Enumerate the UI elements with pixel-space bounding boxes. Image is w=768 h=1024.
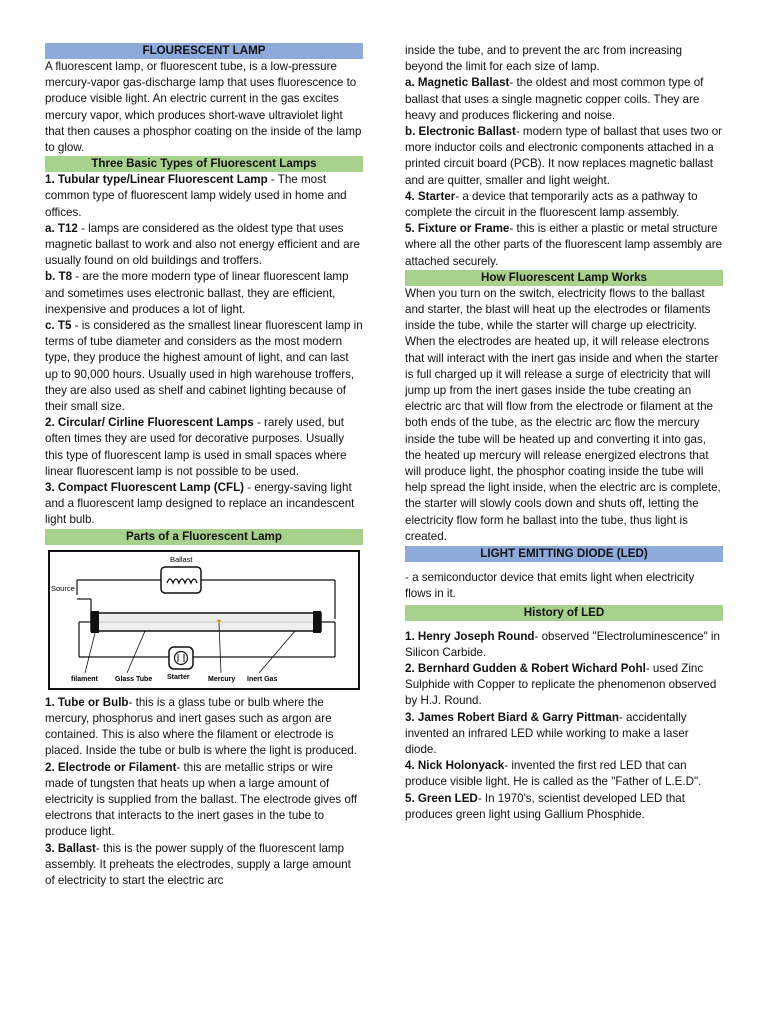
part-ballast [45,841,363,890]
type-t12-title: a. T12 [45,221,78,235]
heading-fluorescent-lamp: FLOURESCENT LAMP [45,43,363,59]
type-t8-text: - are the more modern type of linear fluorescent lamp and sometimes uses electronic ballast, they are efficient, inexpensive and produces a lot of light. [45,270,349,316]
type-t8-title: b. T8 [45,270,73,284]
history-item-5-text: - In 1970's, scientist developed LED that produces green light using Gallium Phosphide. [405,791,685,821]
part-starter-title: 4. Starter [405,189,456,203]
part-fixture [405,221,723,270]
part-starter-text: - a device that temporarily acts as a pathway to complete the circuit in the fluorescent lamp assembly. [405,189,698,220]
heading-three-types: Three Basic Types of Fluorescent Lamps [45,156,363,172]
history-item-1-text: - observed "Electroluminescence" in Silicon Carbide. [405,629,720,659]
heading-led: LIGHT EMITTING DIODE (LED) [405,546,723,562]
label-inert-gas: Inert Gas [247,675,278,683]
label-glass-tube: Glass Tube [115,675,153,683]
part-ballast-text: - this is the power supply of the fluorescent lamp assembly. It preheats the electrodes, supply a large amount of electricity to start the electric arc [45,841,351,887]
left-column [45,43,363,889]
history-item-4 [405,758,723,790]
type-t5-text: - is considered as the smallest linear fluorescent lamp in terms of tube diameter and considers as the most modern type, they produce the highest amount of light, and can last up to 90,000 hours. Usually used in high warehouse troffers, they are also used as shelf and cabinet lighting because of their small size. [45,319,363,414]
fluorescent-lamp-diagram [45,547,363,695]
history-item-3-text: - accidentally invented an infrared LED while working to make a laser diode. [405,710,689,756]
history-item-2-text: - used Zinc Sulphide with Copper to replicate the phenomenon observed by H.J. Round. [405,661,717,708]
type-cfl [45,480,363,529]
heading-how-works: How Fluorescent Lamp Works [405,270,723,286]
type-t12-text: - lamps are considered as the oldest type that uses magnetic ballast to work and also not energy efficient and are usually found on old buildings and troffers. [45,221,360,268]
led-definition: - a semiconductor device that emits light when electricity flows in it. [405,571,695,601]
type-circular [45,415,363,480]
type-t5-title: c. T5 [45,319,72,333]
label-filament: filament [71,675,98,683]
type-tubular-title: 1. Tubular type/Linear Fluorescent Lamp [45,173,268,187]
electronic-ballast [405,124,723,189]
part-tube-text: - this is a glass tube or bulb where the mercury, phosphorus and inert gases such as argon are contained. This is also where the filament or electrode is placed. Inside the tube or bulb is where the light is produced. [45,695,357,758]
part-electrode [45,760,363,841]
type-circular-text: - rarely used, but often times they are used for decorative purposes. Usually this type of fluorescent lamp is used in small spaces where linear fluorescent lamp is not possible to be used. [45,416,347,478]
history-item-1-title: 1. Henry Joseph Round [405,629,535,643]
history-item-5 [405,791,723,823]
part-ballast-title: 3. Ballast [45,841,96,855]
type-cfl-text: - energy-saving light and a fluorescent lamp designed to replace an incandescent light bulb. [45,481,355,527]
history-item-2 [405,661,723,710]
history-item-1 [405,629,723,661]
electronic-ballast-text: - modern type of ballast that uses two or more inductor coils and electronic components attached in a printed circuit board (PCB). It now replaces magnetic ballast and are quitter, smaller and light weight. [405,125,723,187]
type-circular-title: 2. Circular/ Cirline Fluorescent Lamps [45,416,254,430]
history-item-4-title: 4. Nick Holonyack [405,759,505,773]
type-t5 [45,318,363,415]
history-item-2-title: 2. Bernhard Gudden & Robert Wichard Pohl [405,661,646,675]
history-item-3-title: 3. James Robert Biard & Garry Pittman [405,710,619,724]
how-works-text: When you turn on the switch, electricity flows to the ballast and starter, the blast will heat up the electrodes or filaments inside the tube, while the starter will charge up electricity. When the electrodes are heated up, it will release electrons that will interact with the inert gas inside and when the starter is full charged up it will release a surge of electricity that will jump up from the inert gases inside the tube creating an electric arc that will flow from the electrode or filament at the both ends of the tube, as the electric arc flow the mercury inside the tube will be heated up and converting it into gas, the heated up mercury will release energized electrons that will produce light, the phosphor coating inside the tube will help spread the light inside, when the electric arc is complete, the starter will slowly cools down and shuts off, letting the electricity flow form he ballast into the tube, thus light is created. [405,286,721,543]
magnetic-ballast-text: - the oldest and most common type of ballast that uses a single magnetic copper coils. They are heavy and produces flickering and noise. [405,76,704,122]
lamp-circuit-diagram [45,547,363,693]
label-ballast: Ballast [170,554,193,564]
label-mercury: Mercury [208,675,236,683]
type-cfl-title: 3. Compact Fluorescent Lamp (CFL) [45,481,245,495]
magnetic-ballast [405,75,723,124]
type-tubular [45,172,363,221]
part-tube-title: 1. Tube or Bulb [45,695,129,709]
ballast-continued: inside the tube, and to prevent the arc from increasing beyond the limit for each size of lamp. [405,44,683,74]
part-electrode-text: - this are metallic strips or wire made of tungsten that heats up when a large amount of electricity is supplied from the ballast. The electrode gives off electrons that interacts to the inert gases in the tube to produce light. [45,760,358,839]
part-tube [45,695,363,760]
type-t8 [45,269,363,318]
part-fixture-text: - this is either a plastic or metal structure where all the other parts of the fluorescent lamp assembly are attached securely. [405,222,723,268]
heading-history-led: History of LED [405,605,723,621]
type-tubular-text: - The most common type of fluorescent lamp widely used in home and offices. [45,173,347,219]
part-electrode-title: 2. Electrode or Filament [45,760,177,774]
history-item-3 [405,710,723,759]
part-fixture-title: 5. Fixture or Frame [405,222,510,236]
fluorescent-intro: A fluorescent lamp, or fluorescent tube, is a low-pressure mercury-vapor gas-discharge lamp that uses fluorescence to produce visible light. An electric current in the gas excites mercury vapor, which produces short-wave ultraviolet light that then causes a phosphor coating on the inside of the lamp to glow. [45,60,362,155]
heading-parts: Parts of a Fluorescent Lamp [45,529,363,545]
electronic-ballast-title: b. Electronic Ballast [405,125,516,139]
history-item-5-title: 5. Green LED [405,791,478,805]
right-column [405,43,723,823]
label-source: Source [51,583,75,593]
history-item-4-text: - invented the first red LED that can produce visible light. He is called as the "Father of L.E.D". [405,759,702,789]
part-starter [405,189,723,221]
type-t12 [45,221,363,270]
label-starter: Starter [167,673,190,681]
magnetic-ballast-title: a. Magnetic Ballast [405,76,510,90]
